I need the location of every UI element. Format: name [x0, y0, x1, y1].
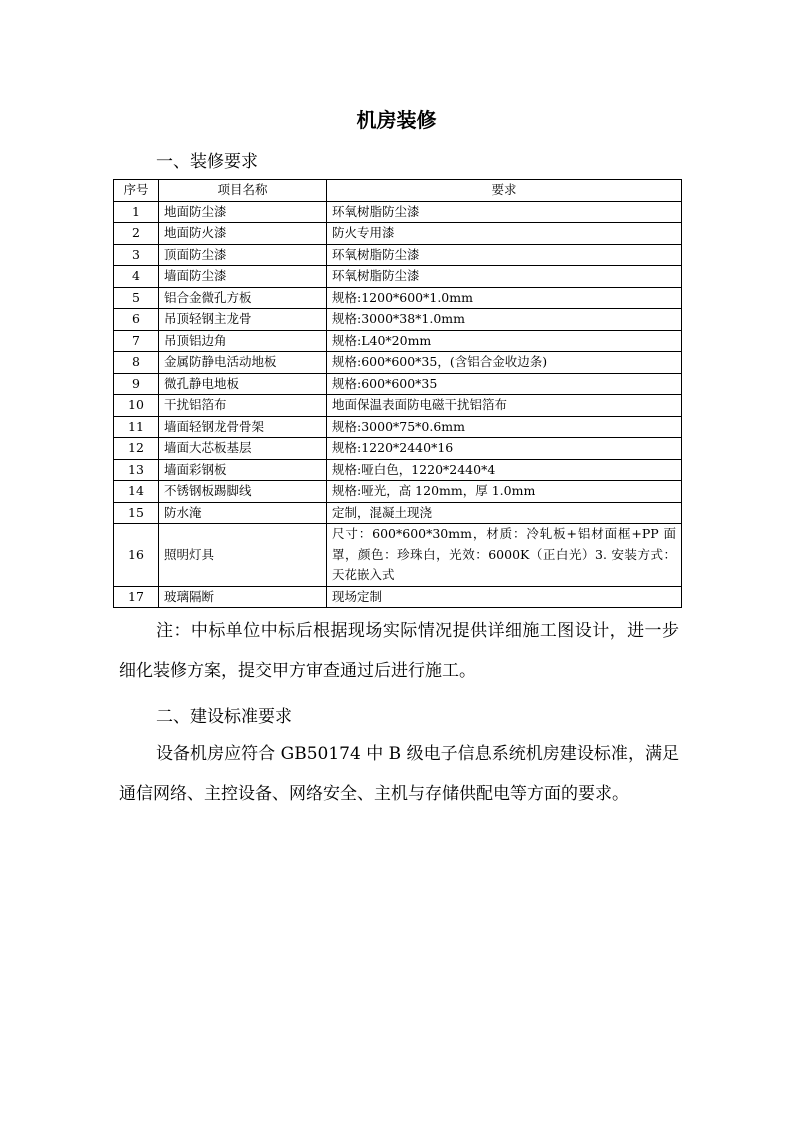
cell-requirement: 规格:哑光，高 120mm，厚 1.0mm [327, 481, 682, 503]
cell-name: 干扰铝箔布 [159, 395, 327, 417]
cell-no: 3 [114, 244, 159, 266]
cell-no: 12 [114, 438, 159, 460]
cell-no: 5 [114, 287, 159, 309]
cell-no: 8 [114, 352, 159, 374]
requirements-table [113, 179, 682, 608]
table-row [114, 352, 682, 374]
cell-requirement: 防火专用漆 [327, 223, 682, 245]
cell-name: 微孔静电地板 [159, 373, 327, 395]
header-name: 项目名称 [159, 180, 327, 202]
cell-name: 金属防静电活动地板 [159, 352, 327, 374]
cell-name: 吊顶铝边角 [159, 330, 327, 352]
table-row [114, 287, 682, 309]
cell-requirement: 定制，混凝土现浇 [327, 502, 682, 524]
cell-requirement: 地面保温表面防电磁干扰铝箔布 [327, 395, 682, 417]
cell-requirement: 规格:600*600*35，(含铝合金收边条) [327, 352, 682, 374]
cell-requirement: 环氧树脂防尘漆 [327, 244, 682, 266]
cell-no: 1 [114, 201, 159, 223]
cell-name: 玻璃隔断 [159, 586, 327, 608]
table-row [114, 459, 682, 481]
table-header-row [114, 180, 682, 202]
table-row [114, 266, 682, 288]
table-row [114, 416, 682, 438]
cell-name: 吊顶轻钢主龙骨 [159, 309, 327, 331]
table-row [114, 309, 682, 331]
table-row [114, 330, 682, 352]
cell-requirement: 尺寸：600*600*30mm，材质：冷轧板+铝材面框+PP 面罩，颜色：珍珠白，光效：6000K（正白光）3. 安装方式：天花嵌入式 [327, 524, 682, 587]
table-row [114, 373, 682, 395]
cell-requirement: 环氧树脂防尘漆 [327, 266, 682, 288]
cell-no: 13 [114, 459, 159, 481]
table-row [114, 223, 682, 245]
cell-requirement: 环氧树脂防尘漆 [327, 201, 682, 223]
cell-requirement: 规格:哑白色，1220*2440*4 [327, 459, 682, 481]
cell-name: 墙面防尘漆 [159, 266, 327, 288]
header-requirement: 要求 [327, 180, 682, 202]
section-heading-construction-standards: 二、建设标准要求 [156, 707, 292, 727]
cell-no: 15 [114, 502, 159, 524]
cell-no: 7 [114, 330, 159, 352]
table-row [114, 244, 682, 266]
cell-requirement: 规格:3000*75*0.6mm [327, 416, 682, 438]
table-row [114, 586, 682, 608]
cell-no: 14 [114, 481, 159, 503]
cell-no: 17 [114, 586, 159, 608]
cell-no: 4 [114, 266, 159, 288]
cell-name: 地面防火漆 [159, 223, 327, 245]
cell-requirement: 规格:600*600*35 [327, 373, 682, 395]
table-row [114, 502, 682, 524]
cell-no: 9 [114, 373, 159, 395]
cell-no: 16 [114, 524, 159, 587]
table-row [114, 481, 682, 503]
cell-no: 11 [114, 416, 159, 438]
table-row [114, 438, 682, 460]
cell-name: 地面防尘漆 [159, 201, 327, 223]
cell-name: 墙面轻钢龙骨骨架 [159, 416, 327, 438]
cell-name: 墙面大芯板基层 [159, 438, 327, 460]
header-no: 序号 [114, 180, 159, 202]
table-row [114, 201, 682, 223]
cell-name: 防水淹 [159, 502, 327, 524]
standard-paragraph: 设备机房应符合 GB50174 中 B 级电子信息系统机房建设标准，满足通信网络、主控设备、网络安全、主机与存储供配电等方面的要求。 [119, 744, 679, 804]
cell-requirement: 规格:L40*20mm [327, 330, 682, 352]
cell-name: 照明灯具 [159, 524, 327, 587]
document-title: 机房装修 [356, 108, 437, 132]
cell-name: 墙面彩钢板 [159, 459, 327, 481]
table-row [114, 524, 682, 587]
note-paragraph: 注：中标单位中标后根据现场实际情况提供详细施工图设计，进一步细化装修方案，提交甲方审查通过后进行施工。 [119, 621, 679, 681]
section-heading-decoration-requirements: 一、装修要求 [156, 152, 258, 172]
cell-name: 不锈钢板踢脚线 [159, 481, 327, 503]
cell-requirement: 规格:3000*38*1.0mm [327, 309, 682, 331]
cell-requirement: 现场定制 [327, 586, 682, 608]
cell-no: 2 [114, 223, 159, 245]
cell-name: 顶面防尘漆 [159, 244, 327, 266]
cell-no: 10 [114, 395, 159, 417]
cell-requirement: 规格:1200*600*1.0mm [327, 287, 682, 309]
cell-name: 铝合金微孔方板 [159, 287, 327, 309]
cell-requirement: 规格:1220*2440*16 [327, 438, 682, 460]
table-row [114, 395, 682, 417]
cell-no: 6 [114, 309, 159, 331]
